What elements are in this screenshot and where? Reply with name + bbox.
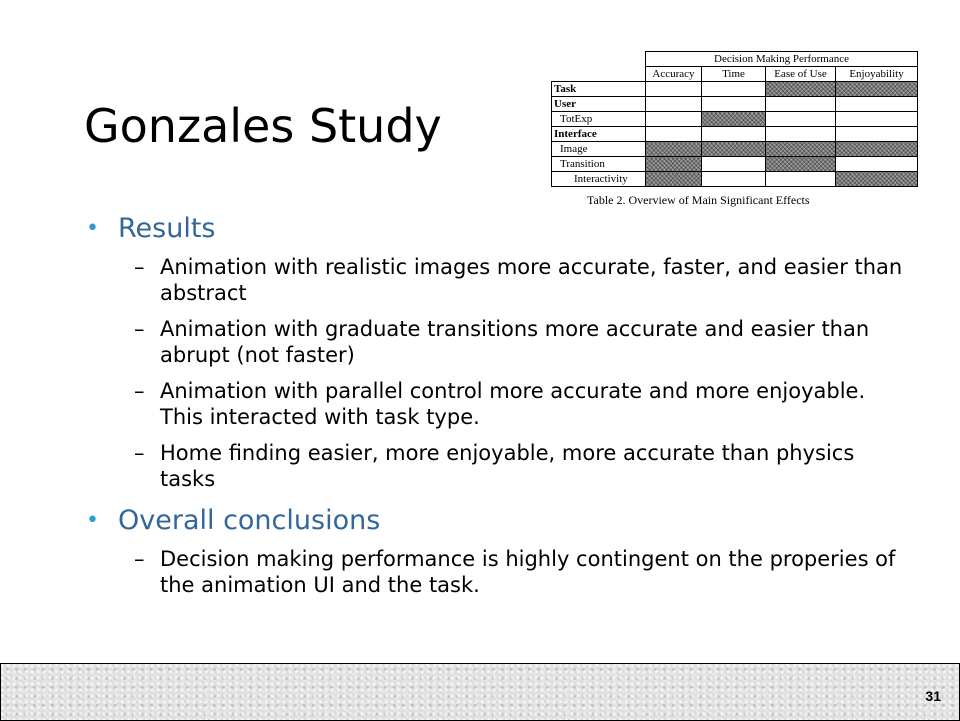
table-cell [836, 112, 918, 127]
table-row [552, 157, 918, 172]
table-row-label: Image [552, 142, 646, 157]
table-cell [702, 172, 766, 187]
slide-title: Gonzales Study [84, 99, 442, 153]
table-row-label: Interactivity [552, 172, 646, 187]
table-cell [646, 142, 702, 157]
sub-bullet-text: Home finding easier, more enjoyable, more accurate than physics tasks [160, 441, 855, 491]
table-row-label: Transition [552, 157, 646, 172]
table-row-label: TotExp [552, 112, 646, 127]
table-row-label: User [552, 97, 646, 112]
dash-icon: – [134, 317, 145, 341]
table-cell [702, 142, 766, 157]
dash-icon: – [134, 255, 145, 279]
table-cell [766, 157, 836, 172]
table-column-header: Enjoyability [836, 67, 918, 82]
table-cell [766, 82, 836, 97]
sub-bullet [86, 378, 906, 430]
sub-bullet [86, 316, 906, 368]
table-cell [702, 157, 766, 172]
table-cell [836, 142, 918, 157]
table-cell [646, 127, 702, 142]
table-row-label: Task [552, 82, 646, 97]
dash-icon: – [134, 441, 145, 465]
slide-body [86, 210, 906, 608]
table-cell [766, 142, 836, 157]
effects-table [551, 51, 918, 187]
sub-bullet [86, 440, 906, 492]
sub-bullet-text: Animation with realistic images more accurate, faster, and easier than abstract [160, 255, 903, 305]
sub-bullet [86, 546, 906, 598]
table-column-header-row [552, 67, 918, 82]
table-cell [836, 127, 918, 142]
table-cell [646, 172, 702, 187]
table-row [552, 82, 918, 97]
table-group-header-row [552, 52, 918, 67]
dash-icon: – [134, 547, 145, 571]
sub-bullet-text: Animation with parallel control more accurate and more enjoyable. This interacted with task type. [160, 379, 866, 429]
sub-bullet-text: Animation with graduate transitions more accurate and easier than abrupt (not faster) [160, 317, 870, 367]
bullet-label: Overall conclusions [118, 505, 381, 536]
table-column-header: Time [702, 67, 766, 82]
table-group-header: Decision Making Performance [646, 52, 918, 67]
table-row [552, 172, 918, 187]
table-cell [702, 112, 766, 127]
table-column-header: Ease of Use [766, 67, 836, 82]
table-row [552, 142, 918, 157]
page-number: 31 [925, 688, 941, 704]
table-cell [702, 82, 766, 97]
table-row [552, 97, 918, 112]
table-corner [552, 52, 646, 67]
table-caption: Table 2. Overview of Main Significant Effects [587, 193, 810, 207]
footer-bar [0, 663, 960, 721]
table-row [552, 112, 918, 127]
table-cell [646, 157, 702, 172]
table-corner [552, 67, 646, 82]
table-cell [836, 172, 918, 187]
table-cell [702, 97, 766, 112]
bullet-dot-icon: • [86, 508, 99, 533]
table-cell [766, 127, 836, 142]
sub-bullet-text: Decision making performance is highly contingent on the properies of the animation UI and the task. [160, 547, 896, 597]
table-row-label: Interface [552, 127, 646, 142]
table-cell [646, 112, 702, 127]
bullet-label: Results [118, 213, 216, 244]
table-column-header: Accuracy [646, 67, 702, 82]
table-cell [766, 112, 836, 127]
table-cell [766, 172, 836, 187]
table-cell [646, 82, 702, 97]
table-cell [836, 82, 918, 97]
bullet-overall-conclusions [86, 502, 906, 540]
table-cell [646, 97, 702, 112]
sub-bullet [86, 254, 906, 306]
bullet-results [86, 210, 906, 248]
dash-icon: – [134, 379, 145, 403]
bullet-dot-icon: • [86, 216, 99, 241]
table-cell [836, 97, 918, 112]
table-cell [702, 127, 766, 142]
table-row [552, 127, 918, 142]
effects-table-figure [551, 51, 917, 211]
table-cell [836, 157, 918, 172]
table-cell [766, 97, 836, 112]
